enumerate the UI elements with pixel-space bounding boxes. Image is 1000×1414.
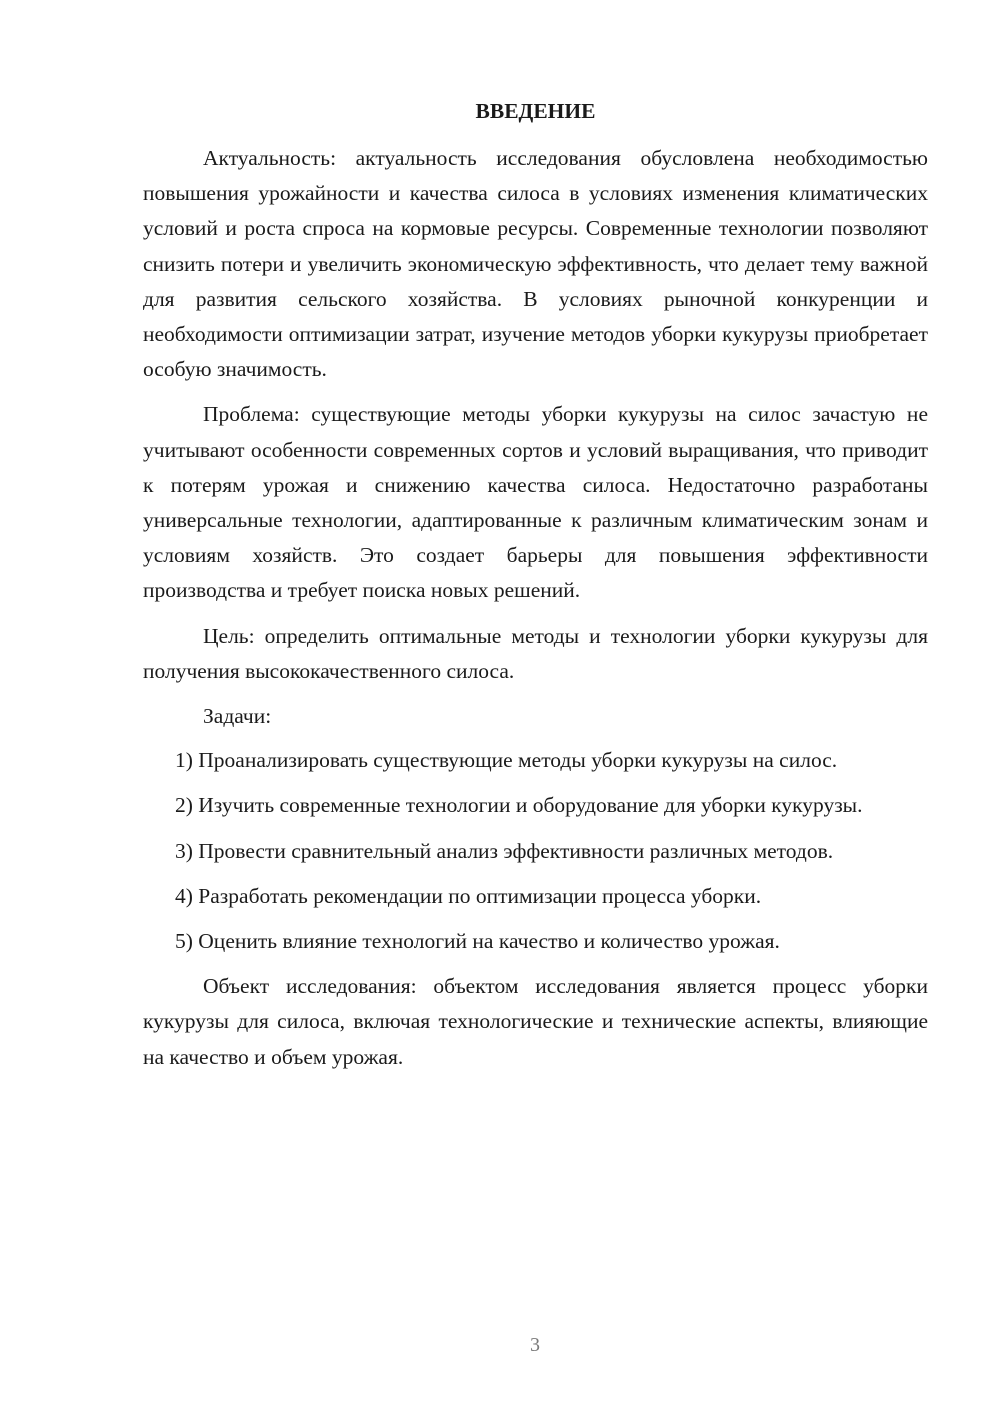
problem-paragraph: Проблема: существующие методы уборки кукурузы на силос зачастую не учитывают особенности современных сортов и условий выращивания, что приводит к потерям урожая и снижению качества силоса. Недостаточно разработаны универсальные технологии, адаптированные к различным климатическим зонам и условиям хозяйств. Это создает барьеры для повышения эффективности производства и требует поиска новых решений.: [143, 402, 928, 603]
task-item-3: 3) Провести сравнительный анализ эффективности различных методов.: [175, 838, 834, 863]
page-number: 3: [530, 1334, 540, 1356]
goal-paragraph: Цель: определить оптимальные методы и технологии уборки кукурузы для получения высококачественного силоса.: [143, 623, 928, 683]
document-page: [143, 94, 928, 1085]
object-paragraph: Объект исследования: объектом исследования является процесс уборки кукурузы для силоса, включая технологические и технические аспекты, влияющие на качество и объем урожая.: [143, 974, 928, 1069]
tasks-list: [143, 743, 928, 959]
relevance-paragraph: Актуальность: актуальность исследования обусловлена необходимостью повышения урожайности и качества силоса в условиях изменения климатических условий и роста спроса на кормовые ресурсы. Современные технологии позволяют снизить потери и увеличить экономическую эффективность, что делает тему важной для развития сельского хозяйства. В условиях рыночной конкуренции и необходимости оптимизации затрат, изучение методов уборки кукурузы приобретает особую значимость.: [143, 146, 928, 382]
page-title: ВВЕДЕНИЕ: [475, 99, 596, 123]
tasks-heading: Задачи:: [203, 704, 272, 729]
task-item-5: 5) Оценить влияние технологий на качество и количество урожая.: [175, 929, 780, 954]
task-item-2: 2) Изучить современные технологии и оборудование для уборки кукурузы.: [175, 793, 863, 818]
task-item-4: 4) Разработать рекомендации по оптимизации процесса уборки.: [175, 883, 762, 908]
task-item-1: 1) Проанализировать существующие методы уборки кукурузы на силос.: [175, 748, 838, 773]
